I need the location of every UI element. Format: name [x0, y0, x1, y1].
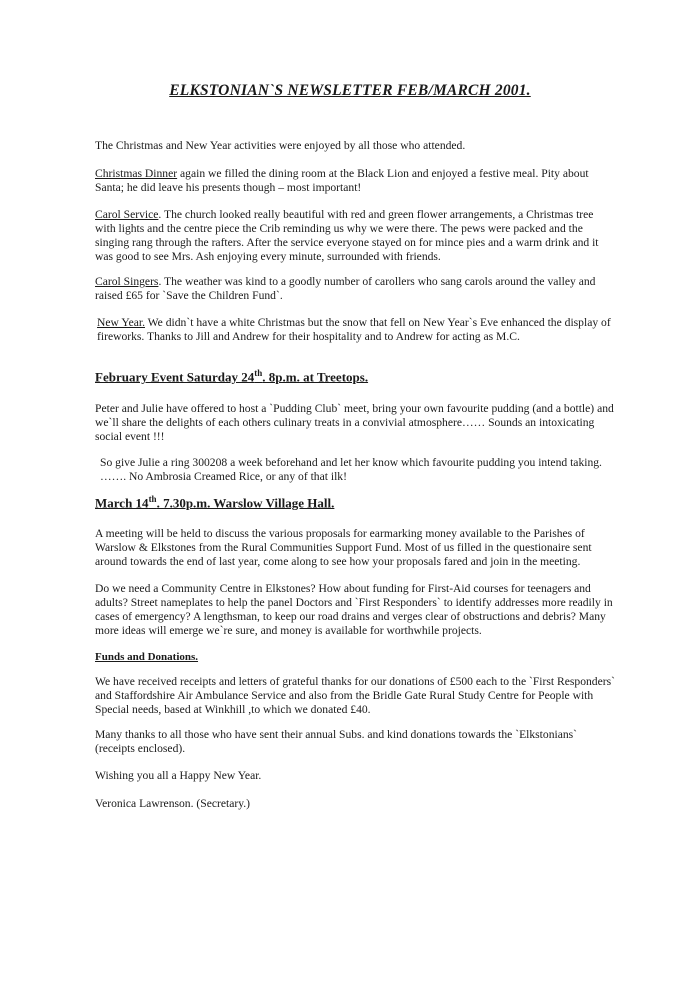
carol-singers-paragraph: [95, 275, 615, 303]
closing-line: Wishing you all a Happy New Year.: [95, 769, 262, 782]
carol-singers-label: Carol Singers: [95, 275, 159, 288]
intro-paragraph: The Christmas and New Year activities were enjoyed by all those who attended.: [95, 139, 466, 152]
march-event-paragraph-2: Do we need a Community Centre in Elkstones? How about funding for First-Aid courses for teenagers and adults? Street nameplates to help the panel Doctors and `First Responders` to identify addresses more readily in cases of emergency? A lengthsman, to keep our road drains and verges clear of obstructions and debris? Many more ideas will emerge we`re sure, and money is available for worthwhile projects.: [95, 582, 613, 637]
new-year-text: We didn`t have a white Christmas but the snow that fell on New Year`s Eve enhanced the display of fireworks. Thanks to Jill and Andrew for their hospitality and to Andrew for acting as M.C.: [97, 316, 611, 343]
february-event-heading-pre: February Event Saturday 24: [95, 369, 255, 385]
christmas-dinner-paragraph: [95, 167, 615, 195]
february-event-heading-sup: th: [254, 368, 263, 378]
funds-heading: Funds and Donations.: [95, 651, 199, 663]
new-year-label: New Year.: [97, 316, 145, 329]
funds-paragraph-2: Many thanks to all those who have sent their annual Subs. and kind donations towards the `Elkstonians` (receipts enclosed).: [95, 728, 578, 755]
february-event-heading: [95, 368, 368, 385]
march-event-heading: [95, 494, 334, 511]
carol-singers-text: . The weather was kind to a goodly number of carollers who sang carols around the valley and raised £65 for `Save the Children Fund`.: [95, 275, 596, 302]
signature-line: Veronica Lawrenson. (Secretary.): [95, 797, 251, 810]
carol-service-text: . The church looked really beautiful with red and green flower arrangements, a Christmas tree with lights and the centre piece the Crib reminding us why we were there. The pews were packed and the singing rang through the rafters. After the service everyone stayed on for mince pies and a warm drink and it was good to see Mrs. Ash enjoying every minute, surrounded with friends.: [95, 208, 599, 263]
february-event-paragraph-2: So give Julie a ring 300208 a week beforehand and let her know which favourite pudding you intend taking. ……. No Ambrosia Creamed Rice, or any of that ilk!: [100, 456, 602, 483]
march-event-heading-sup: th: [148, 494, 157, 504]
carol-service-label: Carol Service: [95, 208, 159, 221]
march-event-paragraph-1: A meeting will be held to discuss the various proposals for earmarking money available to the Parishes of Warslow & Elkstones from the Rural Communities Support Fund. Most of us filled in the questionaire sent around towards the end of last year, come along to see how your proposals fared and join in the meeting.: [95, 527, 592, 568]
funds-paragraph-1: We have received receipts and letters of grateful thanks for our donations of £500 each to the `First Responders` and Staffordshire Air Ambulance Service and also from the Bridle Gate Rural Study Centre for People with Special needs, based at Winkhill ,to which we donated £40.: [95, 675, 615, 716]
christmas-dinner-label: Christmas Dinner: [95, 167, 178, 180]
newsletter-title: ELKSTONIAN`S NEWSLETTER FEB/MARCH 2001.: [169, 82, 531, 99]
march-event-heading-post: . 7.30p.m. Warslow Village Hall.: [156, 495, 335, 511]
carol-service-paragraph: [95, 208, 615, 264]
christmas-dinner-text: again we filled the dining room at the Black Lion and enjoyed a festive meal. Pity about Santa; he did leave his presents though – most important!: [95, 167, 589, 194]
new-year-paragraph: [97, 316, 617, 344]
march-event-heading-pre: March 14: [95, 495, 149, 511]
february-event-heading-post: . 8p.m. at Treetops.: [262, 369, 369, 385]
february-event-paragraph-1: Peter and Julie have offered to host a `Pudding Club` meet, bring your own favourite pudding (and a bottle) and we`ll share the delights of each others culinary treats in a convivial atmosphere…… Sounds an intoxicating social event !!!: [95, 402, 614, 443]
